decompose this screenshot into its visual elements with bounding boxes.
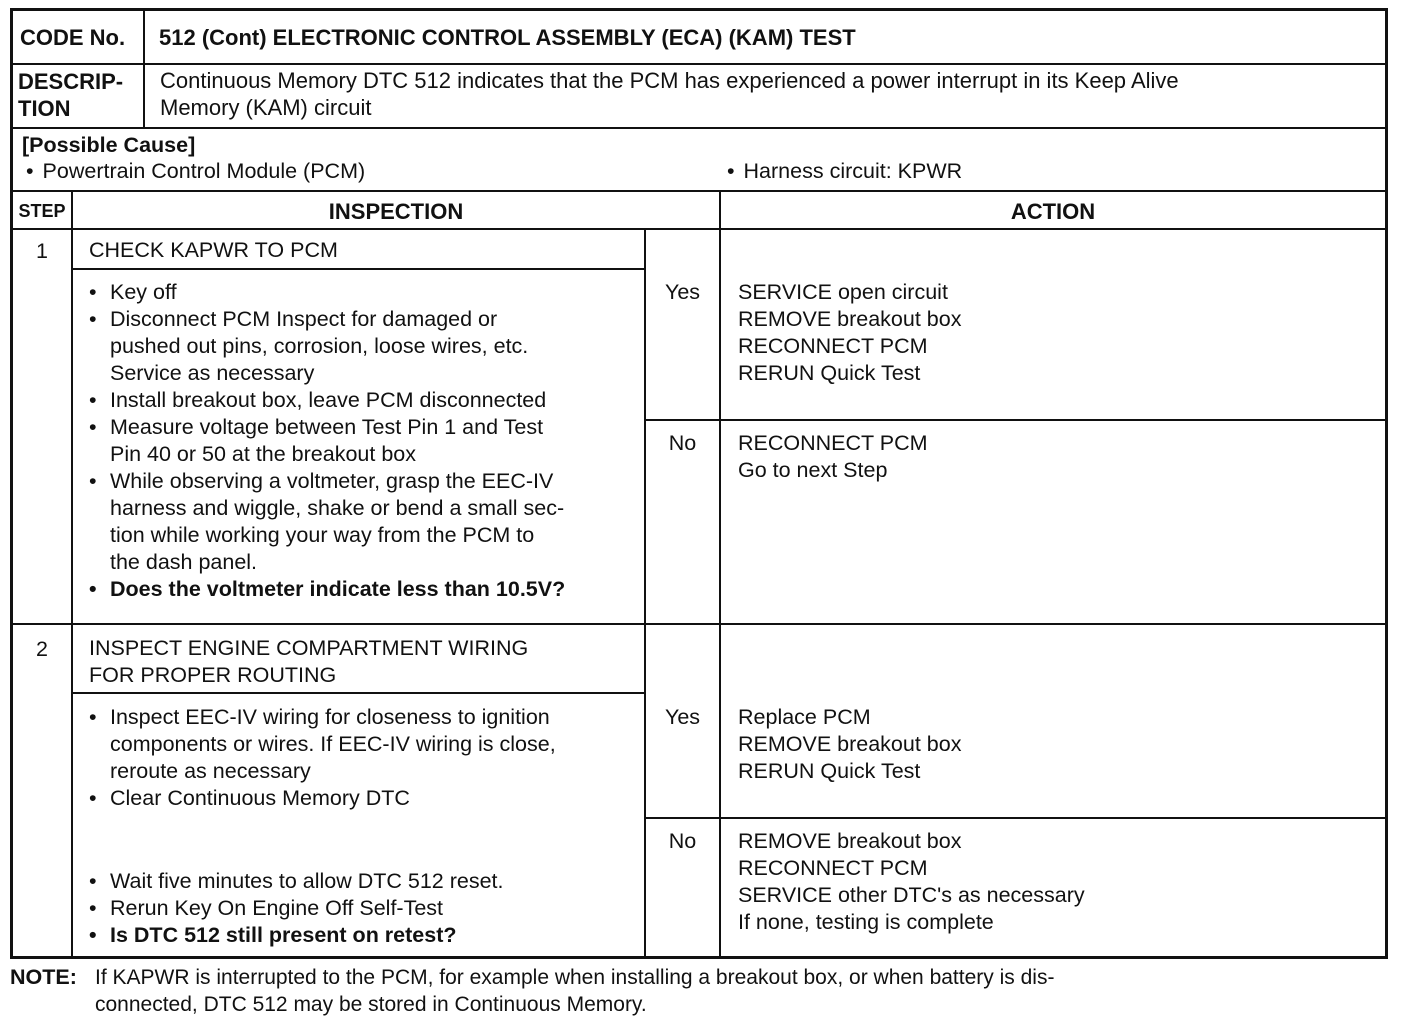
action-line: RERUN Quick Test	[738, 361, 921, 385]
action-line: REMOVE breakout box	[738, 829, 962, 853]
step-2-no-actions	[738, 828, 1085, 936]
list-item: • Clear Continuous Memory DTC	[89, 786, 410, 810]
action-line: REMOVE breakout box	[738, 307, 962, 331]
step-title: CHECK KAPWR TO PCM	[89, 238, 338, 262]
step-1-bullets	[86, 279, 565, 603]
list-item-continuation: pushed out pins, corrosion, loose wires, etc.	[110, 334, 529, 358]
step-number: 2	[36, 637, 48, 661]
no-label: No	[668, 829, 697, 853]
action-line: RERUN Quick Test	[738, 759, 921, 783]
action-line: SERVICE open circuit	[738, 280, 948, 304]
possible-cause-item: • Harness circuit: KPWR	[727, 159, 963, 183]
step-number: 1	[36, 239, 48, 263]
list-item: • Wait five minutes to allow DTC 512 reset.	[89, 869, 504, 893]
column-header-inspection: INSPECTION	[328, 199, 464, 224]
list-item-continuation: tion while working your way from the PCM to	[110, 523, 535, 547]
action-line: Replace PCM	[738, 705, 871, 729]
action-line: RECONNECT PCM	[738, 431, 928, 455]
action-line: RECONNECT PCM	[738, 334, 928, 358]
step-1-no-actions	[738, 430, 928, 484]
action-line: If none, testing is complete	[738, 910, 994, 934]
step-2-bullets-bottom	[86, 868, 504, 949]
list-item: • Disconnect PCM Inspect for damaged or	[89, 307, 498, 331]
list-item-question: • Is DTC 512 still present on retest?	[89, 923, 457, 947]
list-item: • Rerun Key On Engine Off Self-Test	[89, 896, 444, 920]
step-1-yes-actions	[738, 279, 961, 387]
description-text: Continuous Memory DTC 512 indicates that the PCM has experienced a power interrupt in its Keep Alive Memory (KAM) circuit	[160, 68, 1179, 120]
step-2-yes-actions	[738, 704, 961, 785]
code-title: 512 (Cont) ELECTRONIC CONTROL ASSEMBLY (ECA) (KAM) TEST	[159, 25, 856, 50]
list-item: • While observing a voltmeter, grasp the EEC-IV	[89, 469, 554, 493]
no-label: No	[668, 431, 697, 455]
column-header-step: STEP	[18, 201, 66, 221]
list-item-continuation: harness and wiggle, shake or bend a small sec-	[110, 496, 565, 520]
yes-label: Yes	[664, 705, 701, 729]
list-item-continuation: reroute as necessary	[110, 759, 311, 783]
possible-cause-heading: [Possible Cause]	[22, 133, 196, 157]
code-label: CODE No.	[20, 25, 126, 50]
list-item: • Measure voltage between Test Pin 1 and Test	[89, 415, 544, 439]
column-header-action: ACTION	[1010, 199, 1096, 224]
list-item: • Inspect EEC-IV wiring for closeness to ignition	[89, 705, 550, 729]
list-item-continuation: components or wires. If EEC-IV wiring is close,	[110, 732, 556, 756]
action-line: REMOVE breakout box	[738, 732, 962, 756]
description-label: DESCRIP- TION	[18, 69, 124, 121]
step-title: INSPECT ENGINE COMPARTMENT WIRING FOR PROPER ROUTING	[89, 636, 529, 687]
action-line: RECONNECT PCM	[738, 856, 928, 880]
action-line: Go to next Step	[738, 458, 888, 482]
yes-label: Yes	[664, 280, 701, 304]
list-item-continuation: Service as necessary	[110, 361, 315, 385]
list-item-question: • Does the voltmeter indicate less than 10.5V?	[89, 577, 566, 601]
action-line: SERVICE other DTC's as necessary	[738, 883, 1085, 907]
list-item-continuation: the dash panel.	[110, 550, 258, 574]
list-item-continuation: Pin 40 or 50 at the breakout box	[110, 442, 416, 466]
list-item: • Install breakout box, leave PCM disconnected	[89, 388, 547, 412]
note-text: If KAPWR is interrupted to the PCM, for example when installing a breakout box, or when battery is dis- connected, DTC 512 may be stored in Continuous Memory.	[95, 966, 1055, 1016]
list-item: • Key off	[89, 280, 177, 304]
note-label: NOTE:	[10, 965, 77, 989]
possible-cause-item: • Powertrain Control Module (PCM)	[26, 159, 366, 183]
step-2-bullets-top	[86, 704, 556, 812]
